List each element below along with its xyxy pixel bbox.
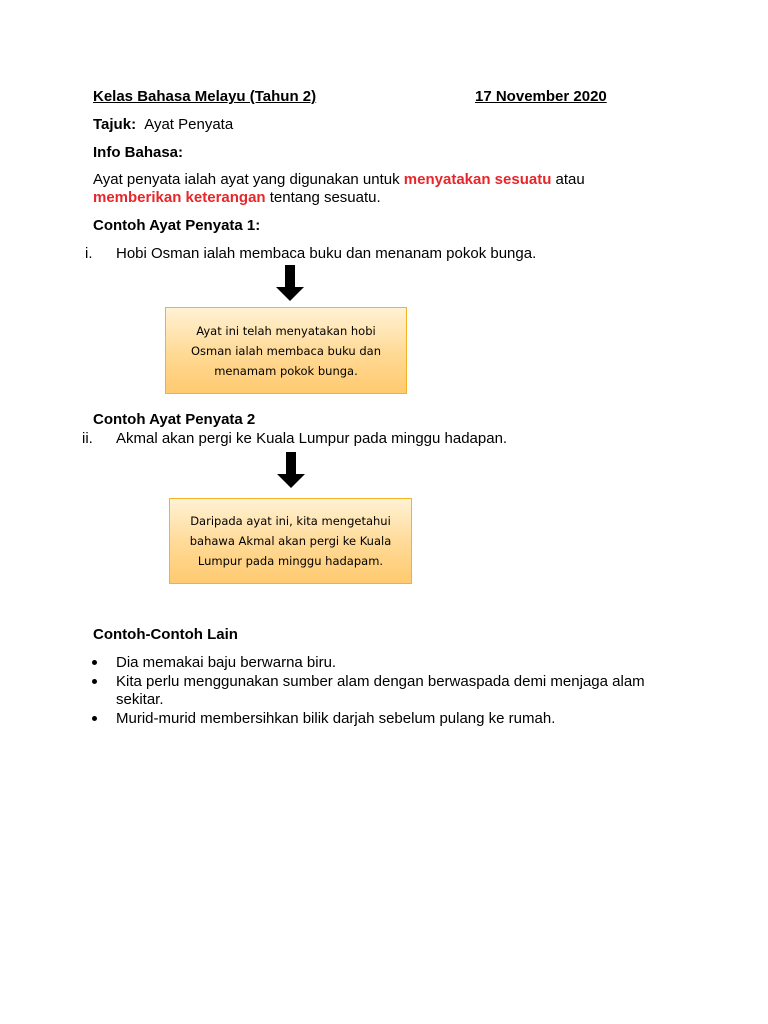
info-heading: Info Bahasa:: [93, 144, 184, 161]
bullet-icon: [92, 679, 97, 684]
info-text-3: tentang sesuatu.: [265, 189, 381, 206]
note-line: Daripada ayat ini, kita mengetahui: [190, 514, 391, 528]
document-date: 17 November 2020: [475, 88, 607, 105]
others-heading: Contoh-Contoh Lain: [93, 626, 238, 643]
note-line: menamam pokok bunga.: [214, 363, 358, 378]
class-title: Kelas Bahasa Melayu (Tahun 2): [93, 88, 317, 105]
example2-heading: Contoh Ayat Penyata 2: [93, 411, 256, 428]
example1-sentence: Hobi Osman ialah membaca buku dan menanam pokok bunga.: [116, 245, 537, 262]
down-arrow-icon: [275, 265, 305, 301]
others-list: [92, 654, 692, 729]
info-line-2: [93, 189, 381, 207]
example1-note-box: [165, 307, 407, 394]
example1-note-text: [191, 321, 381, 381]
info-highlight-1: menyatakan sesuatu: [403, 171, 552, 188]
info-highlight-2: memberikan keterangan: [93, 189, 266, 206]
example2-note-text: [190, 511, 392, 571]
example1-numeral: i.: [85, 245, 93, 262]
list-item: [92, 654, 692, 672]
info-line-1: [93, 171, 585, 189]
list-item-text: Murid-murid membersihkan bilik darjah sebelum pulang ke rumah.: [116, 710, 556, 727]
bullet-icon: [92, 716, 97, 721]
info-text-1: Ayat penyata ialah ayat yang digunakan untuk: [93, 171, 404, 188]
list-item: [92, 673, 692, 709]
topic-line: [93, 116, 233, 134]
note-line: Ayat ini telah menyatakan hobi: [196, 323, 376, 338]
info-text-2: atau: [551, 171, 585, 188]
note-line: Lumpur pada minggu hadapam.: [197, 554, 384, 568]
example2-sentence: Akmal akan pergi ke Kuala Lumpur pada minggu hadapan.: [116, 430, 508, 447]
down-arrow-icon: [276, 452, 306, 488]
bullet-icon: [92, 660, 97, 665]
topic-label: Tajuk:: [93, 116, 137, 133]
note-line: bahawa Akmal akan pergi ke Kuala: [189, 534, 392, 548]
list-item-text-cont: sekitar.: [116, 691, 164, 708]
list-item-text: Dia memakai baju berwarna biru.: [116, 654, 337, 671]
topic-value: Ayat Penyata: [144, 116, 234, 133]
example2-note-box: [169, 498, 412, 584]
list-item: [92, 710, 692, 728]
example2-numeral: ii.: [82, 430, 93, 447]
note-line: Osman ialah membaca buku dan: [191, 343, 381, 358]
example1-heading: Contoh Ayat Penyata 1:: [93, 217, 261, 234]
list-item-text: Kita perlu menggunakan sumber alam dengan berwaspada demi menjaga alam: [116, 673, 645, 690]
